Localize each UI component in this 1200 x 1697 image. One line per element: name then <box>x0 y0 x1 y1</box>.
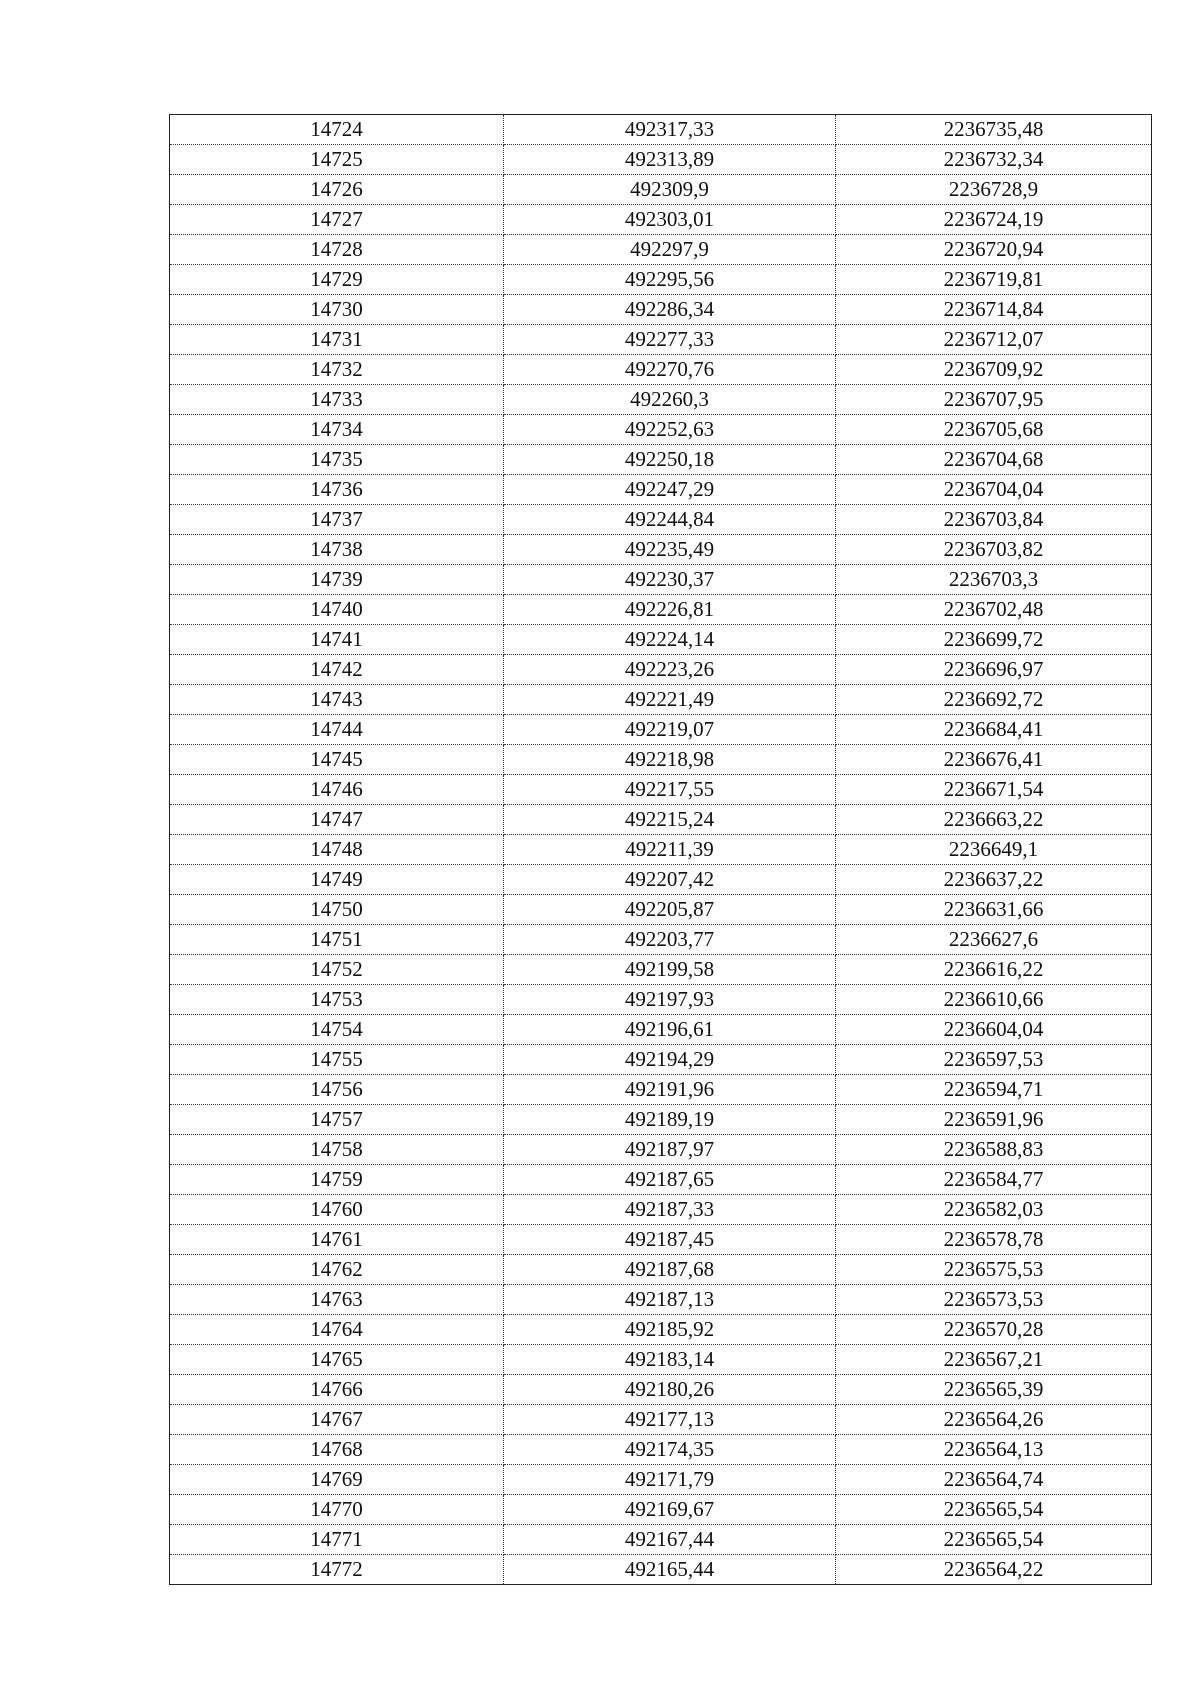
coordinates-table <box>169 114 1152 1585</box>
point-number-cell: 14761 <box>170 1225 504 1255</box>
y-coordinate-cell: 2236663,22 <box>836 805 1152 835</box>
y-coordinate-cell: 2236684,41 <box>836 715 1152 745</box>
x-coordinate-cell: 492189,19 <box>504 1105 836 1135</box>
y-coordinate-cell: 2236631,66 <box>836 895 1152 925</box>
point-number-cell: 14758 <box>170 1135 504 1165</box>
x-coordinate-cell: 492309,9 <box>504 175 836 205</box>
point-number-cell: 14772 <box>170 1555 504 1585</box>
table-row <box>170 655 1152 685</box>
table-row <box>170 505 1152 535</box>
table-row <box>170 835 1152 865</box>
y-coordinate-cell: 2236565,39 <box>836 1375 1152 1405</box>
point-number-cell: 14757 <box>170 1105 504 1135</box>
x-coordinate-cell: 492295,56 <box>504 265 836 295</box>
table-row <box>170 955 1152 985</box>
table-row <box>170 1375 1152 1405</box>
y-coordinate-cell: 2236692,72 <box>836 685 1152 715</box>
x-coordinate-cell: 492180,26 <box>504 1375 836 1405</box>
y-coordinate-cell: 2236707,95 <box>836 385 1152 415</box>
x-coordinate-cell: 492247,29 <box>504 475 836 505</box>
table-row <box>170 895 1152 925</box>
y-coordinate-cell: 2236637,22 <box>836 865 1152 895</box>
x-coordinate-cell: 492199,58 <box>504 955 836 985</box>
x-coordinate-cell: 492303,01 <box>504 205 836 235</box>
point-number-cell: 14747 <box>170 805 504 835</box>
point-number-cell: 14731 <box>170 325 504 355</box>
table-row <box>170 775 1152 805</box>
point-number-cell: 14736 <box>170 475 504 505</box>
x-coordinate-cell: 492219,07 <box>504 715 836 745</box>
y-coordinate-cell: 2236582,03 <box>836 1195 1152 1225</box>
x-coordinate-cell: 492187,13 <box>504 1285 836 1315</box>
table-row <box>170 1015 1152 1045</box>
y-coordinate-cell: 2236627,6 <box>836 925 1152 955</box>
y-coordinate-cell: 2236564,26 <box>836 1405 1152 1435</box>
y-coordinate-cell: 2236703,82 <box>836 535 1152 565</box>
table-row <box>170 295 1152 325</box>
x-coordinate-cell: 492185,92 <box>504 1315 836 1345</box>
x-coordinate-cell: 492250,18 <box>504 445 836 475</box>
y-coordinate-cell: 2236719,81 <box>836 265 1152 295</box>
point-number-cell: 14732 <box>170 355 504 385</box>
y-coordinate-cell: 2236714,84 <box>836 295 1152 325</box>
point-number-cell: 14768 <box>170 1435 504 1465</box>
x-coordinate-cell: 492230,37 <box>504 565 836 595</box>
point-number-cell: 14764 <box>170 1315 504 1345</box>
table-row <box>170 1195 1152 1225</box>
point-number-cell: 14770 <box>170 1495 504 1525</box>
table-row <box>170 1045 1152 1075</box>
y-coordinate-cell: 2236565,54 <box>836 1495 1152 1525</box>
point-number-cell: 14729 <box>170 265 504 295</box>
point-number-cell: 14726 <box>170 175 504 205</box>
table-row <box>170 1315 1152 1345</box>
table-row <box>170 115 1152 145</box>
table-row <box>170 1555 1152 1585</box>
x-coordinate-cell: 492197,93 <box>504 985 836 1015</box>
y-coordinate-cell: 2236588,83 <box>836 1135 1152 1165</box>
y-coordinate-cell: 2236578,78 <box>836 1225 1152 1255</box>
table-row <box>170 1225 1152 1255</box>
point-number-cell: 14766 <box>170 1375 504 1405</box>
x-coordinate-cell: 492167,44 <box>504 1525 836 1555</box>
point-number-cell: 14744 <box>170 715 504 745</box>
y-coordinate-cell: 2236570,28 <box>836 1315 1152 1345</box>
table-row <box>170 415 1152 445</box>
y-coordinate-cell: 2236705,68 <box>836 415 1152 445</box>
x-coordinate-cell: 492260,3 <box>504 385 836 415</box>
point-number-cell: 14763 <box>170 1285 504 1315</box>
x-coordinate-cell: 492187,45 <box>504 1225 836 1255</box>
table-row <box>170 385 1152 415</box>
y-coordinate-cell: 2236728,9 <box>836 175 1152 205</box>
x-coordinate-cell: 492191,96 <box>504 1075 836 1105</box>
x-coordinate-cell: 492171,79 <box>504 1465 836 1495</box>
x-coordinate-cell: 492177,13 <box>504 1405 836 1435</box>
table-row <box>170 685 1152 715</box>
point-number-cell: 14730 <box>170 295 504 325</box>
point-number-cell: 14756 <box>170 1075 504 1105</box>
point-number-cell: 14735 <box>170 445 504 475</box>
table-row <box>170 265 1152 295</box>
table-row <box>170 355 1152 385</box>
point-number-cell: 14739 <box>170 565 504 595</box>
y-coordinate-cell: 2236564,13 <box>836 1435 1152 1465</box>
x-coordinate-cell: 492187,33 <box>504 1195 836 1225</box>
x-coordinate-cell: 492187,68 <box>504 1255 836 1285</box>
y-coordinate-cell: 2236610,66 <box>836 985 1152 1015</box>
table-row <box>170 1405 1152 1435</box>
x-coordinate-cell: 492270,76 <box>504 355 836 385</box>
x-coordinate-cell: 492174,35 <box>504 1435 836 1465</box>
y-coordinate-cell: 2236699,72 <box>836 625 1152 655</box>
table-row <box>170 1495 1152 1525</box>
x-coordinate-cell: 492226,81 <box>504 595 836 625</box>
x-coordinate-cell: 492207,42 <box>504 865 836 895</box>
table-row <box>170 145 1152 175</box>
y-coordinate-cell: 2236676,41 <box>836 745 1152 775</box>
table-row <box>170 1345 1152 1375</box>
point-number-cell: 14742 <box>170 655 504 685</box>
y-coordinate-cell: 2236704,68 <box>836 445 1152 475</box>
y-coordinate-cell: 2236704,04 <box>836 475 1152 505</box>
table-row <box>170 1165 1152 1195</box>
table-row <box>170 1435 1152 1465</box>
x-coordinate-cell: 492169,67 <box>504 1495 836 1525</box>
x-coordinate-cell: 492215,24 <box>504 805 836 835</box>
point-number-cell: 14737 <box>170 505 504 535</box>
point-number-cell: 14733 <box>170 385 504 415</box>
y-coordinate-cell: 2236709,92 <box>836 355 1152 385</box>
x-coordinate-cell: 492217,55 <box>504 775 836 805</box>
x-coordinate-cell: 492211,39 <box>504 835 836 865</box>
point-number-cell: 14740 <box>170 595 504 625</box>
y-coordinate-cell: 2236671,54 <box>836 775 1152 805</box>
x-coordinate-cell: 492183,14 <box>504 1345 836 1375</box>
x-coordinate-cell: 492205,87 <box>504 895 836 925</box>
table-row <box>170 1285 1152 1315</box>
point-number-cell: 14725 <box>170 145 504 175</box>
y-coordinate-cell: 2236724,19 <box>836 205 1152 235</box>
x-coordinate-cell: 492194,29 <box>504 1045 836 1075</box>
point-number-cell: 14759 <box>170 1165 504 1195</box>
table-row <box>170 805 1152 835</box>
table-row <box>170 865 1152 895</box>
y-coordinate-cell: 2236564,22 <box>836 1555 1152 1585</box>
y-coordinate-cell: 2236712,07 <box>836 325 1152 355</box>
y-coordinate-cell: 2236604,04 <box>836 1015 1152 1045</box>
x-coordinate-cell: 492313,89 <box>504 145 836 175</box>
y-coordinate-cell: 2236564,74 <box>836 1465 1152 1495</box>
point-number-cell: 14751 <box>170 925 504 955</box>
point-number-cell: 14769 <box>170 1465 504 1495</box>
table-row <box>170 175 1152 205</box>
point-number-cell: 14760 <box>170 1195 504 1225</box>
y-coordinate-cell: 2236591,96 <box>836 1105 1152 1135</box>
point-number-cell: 14738 <box>170 535 504 565</box>
point-number-cell: 14771 <box>170 1525 504 1555</box>
y-coordinate-cell: 2236649,1 <box>836 835 1152 865</box>
point-number-cell: 14734 <box>170 415 504 445</box>
table-row <box>170 985 1152 1015</box>
y-coordinate-cell: 2236720,94 <box>836 235 1152 265</box>
x-coordinate-cell: 492317,33 <box>504 115 836 145</box>
point-number-cell: 14754 <box>170 1015 504 1045</box>
table-row <box>170 535 1152 565</box>
point-number-cell: 14753 <box>170 985 504 1015</box>
table-row <box>170 595 1152 625</box>
table-row <box>170 445 1152 475</box>
x-coordinate-cell: 492224,14 <box>504 625 836 655</box>
point-number-cell: 14727 <box>170 205 504 235</box>
x-coordinate-cell: 492187,97 <box>504 1135 836 1165</box>
table-row <box>170 1075 1152 1105</box>
y-coordinate-cell: 2236703,84 <box>836 505 1152 535</box>
table-row <box>170 1465 1152 1495</box>
x-coordinate-cell: 492286,34 <box>504 295 836 325</box>
x-coordinate-cell: 492187,65 <box>504 1165 836 1195</box>
x-coordinate-cell: 492203,77 <box>504 925 836 955</box>
point-number-cell: 14728 <box>170 235 504 265</box>
x-coordinate-cell: 492223,26 <box>504 655 836 685</box>
point-number-cell: 14743 <box>170 685 504 715</box>
x-coordinate-cell: 492244,84 <box>504 505 836 535</box>
y-coordinate-cell: 2236735,48 <box>836 115 1152 145</box>
y-coordinate-cell: 2236702,48 <box>836 595 1152 625</box>
point-number-cell: 14746 <box>170 775 504 805</box>
point-number-cell: 14765 <box>170 1345 504 1375</box>
table-row <box>170 715 1152 745</box>
y-coordinate-cell: 2236575,53 <box>836 1255 1152 1285</box>
table-row <box>170 235 1152 265</box>
table-row <box>170 745 1152 775</box>
x-coordinate-cell: 492252,63 <box>504 415 836 445</box>
y-coordinate-cell: 2236594,71 <box>836 1075 1152 1105</box>
point-number-cell: 14750 <box>170 895 504 925</box>
table-row <box>170 925 1152 955</box>
x-coordinate-cell: 492235,49 <box>504 535 836 565</box>
table-row <box>170 1525 1152 1555</box>
point-number-cell: 14749 <box>170 865 504 895</box>
point-number-cell: 14724 <box>170 115 504 145</box>
y-coordinate-cell: 2236696,97 <box>836 655 1152 685</box>
x-coordinate-cell: 492196,61 <box>504 1015 836 1045</box>
table-row <box>170 475 1152 505</box>
table-row <box>170 325 1152 355</box>
table-row <box>170 625 1152 655</box>
x-coordinate-cell: 492277,33 <box>504 325 836 355</box>
point-number-cell: 14748 <box>170 835 504 865</box>
y-coordinate-cell: 2236573,53 <box>836 1285 1152 1315</box>
point-number-cell: 14745 <box>170 745 504 775</box>
table-row <box>170 205 1152 235</box>
x-coordinate-cell: 492297,9 <box>504 235 836 265</box>
y-coordinate-cell: 2236567,21 <box>836 1345 1152 1375</box>
y-coordinate-cell: 2236616,22 <box>836 955 1152 985</box>
table-row <box>170 1255 1152 1285</box>
y-coordinate-cell: 2236597,53 <box>836 1045 1152 1075</box>
x-coordinate-cell: 492218,98 <box>504 745 836 775</box>
x-coordinate-cell: 492221,49 <box>504 685 836 715</box>
y-coordinate-cell: 2236565,54 <box>836 1525 1152 1555</box>
y-coordinate-cell: 2236584,77 <box>836 1165 1152 1195</box>
coordinates-table-body <box>170 115 1152 1585</box>
x-coordinate-cell: 492165,44 <box>504 1555 836 1585</box>
point-number-cell: 14741 <box>170 625 504 655</box>
point-number-cell: 14752 <box>170 955 504 985</box>
table-row <box>170 565 1152 595</box>
point-number-cell: 14762 <box>170 1255 504 1285</box>
point-number-cell: 14767 <box>170 1405 504 1435</box>
y-coordinate-cell: 2236703,3 <box>836 565 1152 595</box>
point-number-cell: 14755 <box>170 1045 504 1075</box>
y-coordinate-cell: 2236732,34 <box>836 145 1152 175</box>
table-row <box>170 1135 1152 1165</box>
table-row <box>170 1105 1152 1135</box>
